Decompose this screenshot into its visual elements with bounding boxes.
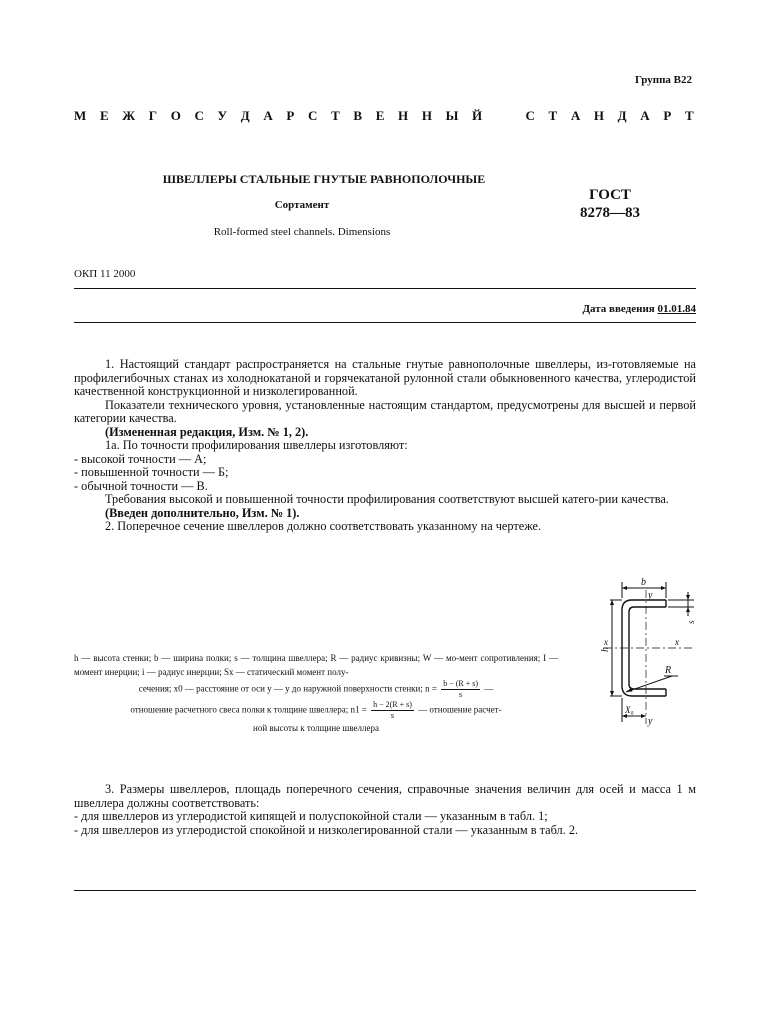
fraction-n: [441, 679, 480, 700]
letter: А: [263, 108, 273, 123]
letter: Д: [617, 108, 627, 123]
letter: О: [170, 108, 181, 123]
label-r: R: [665, 665, 672, 676]
letter: В: [353, 108, 363, 123]
letter: Т: [548, 108, 558, 123]
letter: Н: [421, 108, 432, 123]
h-arrow-bottom: [610, 691, 614, 696]
list-item-table-1: - для швеллеров из углеродистой кипящей и полуспокойной стали — указанным в табл. 1;: [74, 809, 548, 823]
letter: М: [74, 108, 87, 123]
date-label: Дата введения: [582, 303, 655, 315]
label-y-bottom: y: [648, 716, 653, 727]
letter: У: [217, 108, 228, 123]
list-item-normal-accuracy: - обычной точности — В.: [74, 478, 208, 493]
legend-formula-n1-tail: — отношение расчет-: [418, 704, 502, 715]
label-x-right: x: [675, 637, 679, 647]
s-arrow-top: [686, 595, 690, 600]
legend-formula-n: [74, 679, 558, 700]
label-s: s: [686, 620, 696, 624]
divider-date: [74, 322, 696, 323]
symbol-legend: [74, 651, 558, 735]
paragraph-cross-section: 2. Поперечное сечение швеллеров должно соответствовать указанному на чертеже.: [105, 519, 542, 533]
word-gap: [496, 108, 512, 124]
s-arrow-bottom: [686, 607, 690, 612]
letter: Т: [684, 108, 694, 123]
date-value: 01.01.84: [657, 303, 696, 315]
letter: Н: [593, 108, 605, 123]
label-h: h: [600, 647, 611, 652]
letter: Р: [286, 108, 295, 123]
document-subtitle: Сортамент: [274, 199, 330, 211]
letter: С: [308, 108, 318, 123]
paragraph-amendment-note: (Измененная редакция, Изм. № 1, 2).: [105, 424, 309, 439]
paragraph-dimensions: 3. Размеры швеллеров, площадь поперечного сечения, справочные значения величин для осей и масса 1 м швеллера должны соответствовать:: [74, 782, 696, 810]
legend-formula-n-text: сечения; x0 — расстояние от оси y — y до наружной поверхности стенки; n =: [138, 683, 437, 694]
body-text-section-2: [74, 783, 696, 837]
paragraph-addition-note: (Введен дополнительно, Изм. № 1).: [105, 505, 300, 520]
letter: С: [525, 108, 535, 123]
legend-formula-n1: [74, 700, 558, 721]
group-code: Группа В22: [634, 74, 692, 86]
letter: А: [570, 108, 581, 123]
okp-code: ОКП 11 2000: [74, 268, 136, 280]
label-b: b: [641, 577, 646, 588]
legend-formula-n-dash: —: [484, 683, 494, 694]
list-item-table-2: - для швеллеров из углеродистой спокойной и низколегированной стали — указанным в табл. 2.: [74, 822, 579, 837]
paragraph-scope: 1. Настоящий стандарт распространяется на стальные гнутые равнополочные швеллеры, из-готовляемые на профилегибочных станах из холоднокатаной и горячекатаной рулонной стали обыкновенного качества, углеродистой качественной конструкционной и низколегированной.: [74, 357, 696, 398]
gost-number: 8278—83: [580, 205, 640, 221]
b-arrow-left: [622, 586, 627, 590]
gost-designation: [560, 186, 660, 222]
fraction-n1: [371, 700, 414, 721]
letter: Т: [331, 108, 340, 123]
paragraph-quality: Показатели технического уровня, установленные настоящим стандартом, предусмотрены для высшей и первой категории качества.: [74, 397, 696, 425]
fraction-n-numerator: b − (R + s): [443, 679, 479, 688]
letter: Ж: [122, 108, 136, 123]
introduction-date: [460, 303, 696, 315]
english-title: Roll-formed steel channels. Dimensions: [213, 226, 391, 238]
letter: Й: [472, 108, 483, 123]
legend-formula-n1-text: отношение расчетного свеса полки к толщине швеллера; n1 =: [130, 704, 367, 715]
document-title: ШВЕЛЛЕРЫ СТАЛЬНЫЕ ГНУТЫЕ РАВНОПОЛОЧНЫЕ: [162, 172, 486, 186]
label-x-left: x: [604, 637, 608, 647]
divider-bottom: [74, 890, 696, 891]
label-x0: X₀: [625, 705, 634, 715]
gost-label: ГОСТ: [589, 187, 631, 203]
interstate-standard-heading: [74, 108, 694, 124]
fraction-n1-numerator: h − 2(R + s): [373, 700, 412, 709]
channel-cross-section-drawing: [582, 576, 702, 728]
letter: Е: [375, 108, 385, 123]
b-arrow-right: [661, 586, 666, 590]
list-item-high-accuracy: - высокой точности — А;: [74, 451, 207, 466]
letter: С: [194, 108, 204, 123]
h-arrow-top: [610, 600, 614, 605]
letter: Р: [663, 108, 672, 123]
x0-arrow-right: [641, 714, 646, 718]
letter: Г: [148, 108, 158, 123]
legend-definitions: h — высота стенки; b — ширина полки; s — толщина швеллера; R — радиус кривизны; W — мо-мент сопротивления; I — момент инерции; i — радиус инерции; Sx — статический момент полу-: [74, 653, 558, 677]
fraction-n1-denominator: s: [390, 711, 395, 720]
legend-last-line: ной высоты к толщине швеллера: [253, 723, 379, 733]
letter: Е: [99, 108, 109, 123]
paragraph-accuracy-requirements: Требования высокой и повышенной точности профилирования соответствуют высшей катего-рии качества.: [105, 492, 669, 506]
paragraph-accuracy-intro: 1а. По точности профилирования швеллеры изготовляют:: [105, 438, 408, 452]
divider-top: [74, 288, 696, 289]
body-text-section-1: [74, 358, 696, 534]
letter: А: [640, 108, 650, 123]
letter: Н: [398, 108, 409, 123]
letter: Ы: [445, 108, 459, 123]
label-y-top: y: [648, 590, 653, 601]
fraction-n-denominator: s: [459, 690, 463, 699]
list-item-increased-accuracy: - повышенной точности — Б;: [74, 465, 229, 479]
letter: Д: [240, 108, 250, 123]
